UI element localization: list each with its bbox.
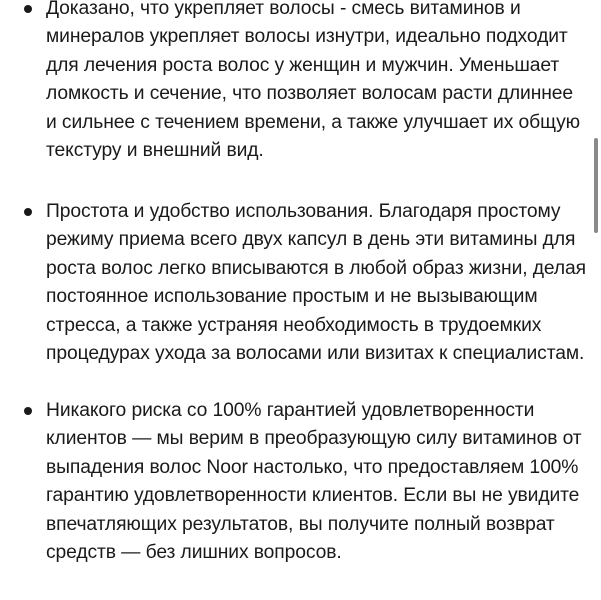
- scrollbar[interactable]: [594, 138, 598, 233]
- bullet-icon: [24, 5, 32, 13]
- list-item: [0, 0, 601, 165]
- list-item-text: Простота и удобство использования. Благодаря простому режиму приема всего двух капсул в день эти витамины для роста волос легко вписываются в любой образ жизни, делая постоянное использование простым и не вызывающим стресса, а также устраняя необходимость в трудоемких процедурах ухода за волосами или визитах к специалистам.: [46, 201, 587, 365]
- bullet-icon: [24, 208, 32, 216]
- bullet-icon: [24, 407, 32, 415]
- list-item-text: Доказано, что укрепляет волосы - смесь витаминов и минералов укрепляет волосы изнутри, идеально подходит для лечения роста волос у женщин и мужчин. Уменьшает ломкость и сечение, что позволяет волосам расти длиннее и сильнее с течением времени, а также улучшает их общую текстуру и внешний вид.: [46, 0, 580, 162]
- list-item: [0, 198, 601, 368]
- list-item: [0, 397, 601, 567]
- list-item-text: Никакого риска со 100% гарантией удовлетворенности клиентов — мы верим в преобразующую силу витаминов от выпадения волос Noor настолько, что предоставляем 100% гарантию удовлетворенности клиентов. Если вы не увидите впечатляющих результатов, вы получите полный возврат средств — без лишних вопросов.: [46, 400, 582, 564]
